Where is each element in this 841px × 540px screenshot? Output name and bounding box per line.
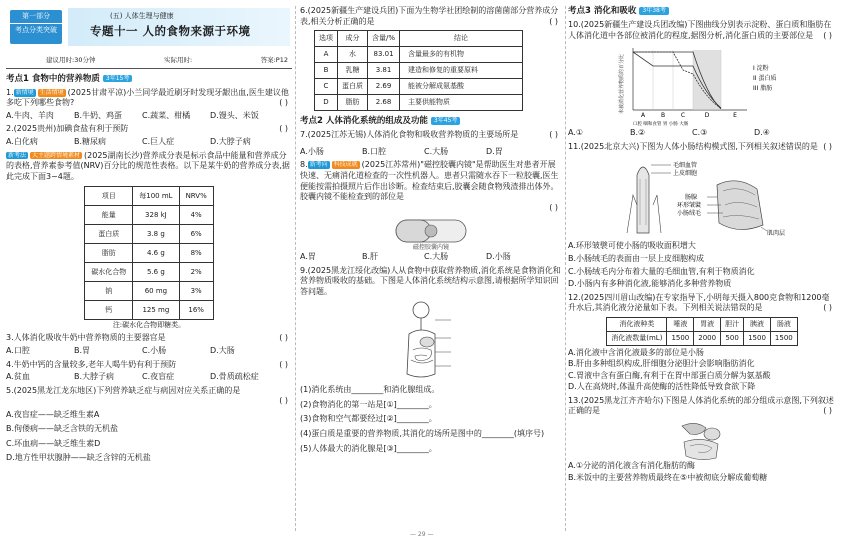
option[interactable]: D.骨质疏松症 <box>210 372 259 382</box>
option[interactable]: A.①分泌的消化液含有消化脂肪的酶 <box>568 460 696 470</box>
sub-question[interactable]: (5)人体最大的消化腺是[③]________。 <box>300 443 437 453</box>
option[interactable]: B.胃 <box>74 345 91 355</box>
question-11: 11.(2025北京大兴)下图为人体小肠结构模式图,下列相关叙述错误的是 ( ) 毛细血管 上皮细胞 肠腺 环形皱襞 小肠绒毛 肌肉层 A.环形皱襞可使小肠的吸收面积增大 B.小肠绒毛的表面由一层上皮细胞构成 C.小肠绒毛内分布着大量的毛细血管,有利于物质消化 D.小肠内有多种消化液,能够消化多种营养物质 <box>568 142 836 290</box>
tag-badge: 生活情境 <box>39 88 64 96</box>
section-heading: 考点1 食物中的营养物质 3年15考 <box>6 74 292 85</box>
option[interactable]: B.牛奶、鸡蛋 <box>74 110 123 120</box>
legend-item: II 蛋白质 <box>753 75 777 83</box>
option[interactable]: B.米饭中的主要营养物质最终在⑤中被彻底分解成葡萄糖 <box>568 472 768 482</box>
meta-row <box>6 56 292 69</box>
option[interactable]: D.大肠 <box>210 345 235 355</box>
tag-badge: 大主题跨情境素材 <box>32 151 81 159</box>
option[interactable]: A.牛肉、羊肉 <box>6 110 54 120</box>
svg-text:B: B <box>660 112 666 120</box>
digestive-organs-figure <box>662 420 742 460</box>
part-box <box>10 10 62 44</box>
option[interactable]: B.小肠绒毛的表面由一层上皮细胞构成 <box>568 253 705 263</box>
option[interactable]: B.肝由多种组织构成,肝细胞分泌胆汁会影响脂肪消化 <box>568 359 755 369</box>
tag-badge: 新考向 <box>309 161 328 169</box>
option[interactable]: D.大脖子病 <box>210 136 251 146</box>
option[interactable]: A.消化液中含消化液最多的部位是小肠 <box>568 347 704 357</box>
option[interactable]: C.③ <box>692 128 708 138</box>
material-stem: 新考法 大主题跨情境素材 (2025湖南长沙)营养成分表是标示食品中能量和营养成分的表格,营养素参考值(NRV)百分比的规范性表格。以下是某牛奶的营养成分表,据此完成下面3~4题。 <box>6 150 290 181</box>
svg-text:A: A <box>640 112 646 120</box>
option[interactable]: D.馒头、米饭 <box>210 110 259 120</box>
svg-text:毛细血管: 毛细血管 <box>673 162 698 170</box>
option[interactable]: C.大肠 <box>424 252 449 262</box>
svg-text:E: E <box>733 112 737 120</box>
option[interactable]: A.夜盲症——缺乏维生素A <box>6 409 100 419</box>
capsule-figure <box>386 216 476 250</box>
tag-badge: 新情境 <box>15 88 34 96</box>
svg-text:肠腺: 肠腺 <box>685 194 698 202</box>
option[interactable]: C.巨人症 <box>142 136 175 146</box>
table-row: 钠 60 mg 3% <box>85 282 213 301</box>
digestive-juice-table: 消化液种类 唾液 胃液 胆汁 胰液 肠液 消化液数量(mL) 1500 2000 500 1500 1500 <box>606 317 798 346</box>
table-row: 蛋白质 3.8 g 6% <box>85 225 213 244</box>
option[interactable]: B.肝 <box>362 252 379 262</box>
legend-item: I 淀粉 <box>753 65 769 73</box>
section-heading: 考点2 人体消化系统的组成及功能 3年45考 <box>300 116 562 127</box>
legend-item: III 脂肪 <box>753 85 773 93</box>
digestive-system-figure <box>391 300 471 382</box>
option[interactable]: C.夜盲症 <box>142 372 175 382</box>
figure-caption: 磁控胶囊内镜 <box>412 244 450 251</box>
svg-text:D: D <box>704 112 710 120</box>
question-4: 4.牛奶中钙的含量较多,老年人喝牛奶有利于预防 ( ) A.贫血 B.大脖子病 C.夜盲症 D.骨质疏松症 <box>6 359 288 382</box>
table-row: D 脂肪 2.68 主要供能物质 <box>315 95 523 111</box>
option[interactable]: A.环形皱襞可使小肠的吸收面积增大 <box>568 241 696 251</box>
x-axis-note: 口腔 咽和食管 胃 小肠 大肠 <box>633 122 689 127</box>
frequency-badge: 3年45考 <box>431 117 460 125</box>
option[interactable]: B.糖尿病 <box>74 136 107 146</box>
column-left <box>6 6 292 464</box>
small-intestine-figure <box>607 155 797 239</box>
option[interactable]: D.④ <box>754 128 770 138</box>
svg-text:上皮细胞: 上皮细胞 <box>673 170 698 178</box>
y-axis-label: 未被消化营养物质的百分比 <box>619 54 625 115</box>
svg-text:C: C <box>680 112 686 120</box>
svg-text:环形皱襞: 环形皱襞 <box>677 202 702 210</box>
sub-question[interactable]: (2)食物消化的第一站是[①]________。 <box>300 399 437 409</box>
option[interactable]: D.小肠内有多种消化液,能够消化多种营养物质 <box>568 279 732 289</box>
frequency-badge: 3年15考 <box>103 75 132 83</box>
option[interactable]: B.② <box>630 128 646 138</box>
table-row: 钙 125 mg 16% <box>85 301 213 320</box>
column-right <box>568 6 836 483</box>
option[interactable]: C.大肠 <box>424 146 449 156</box>
section-heading: 考点3 消化和吸收 3年38考 <box>568 6 836 17</box>
option[interactable]: C.小肠 <box>142 345 167 355</box>
tag-badge: 科技成就 <box>333 161 358 169</box>
frequency-badge: 3年38考 <box>639 7 668 15</box>
unit-label: (五) 人体生理与健康 <box>110 12 174 20</box>
option[interactable]: A.白化病 <box>6 136 38 146</box>
option[interactable]: C.蔬菜、柑橘 <box>142 110 191 120</box>
question-3: 3.人体消化吸收牛奶中营养物质的主要器官是 ( ) A.口腔 B.胃 C.小肠 D.大肠 <box>6 333 288 355</box>
option[interactable]: C.坏血病——缺乏维生素D <box>6 438 101 448</box>
sub-question[interactable]: (3)食物和空气都要经过[②]________。 <box>300 414 437 424</box>
table-row: 碳水化合物 5.6 g 2% <box>85 263 213 282</box>
table-row: 能量 328 kJ 4% <box>85 206 213 225</box>
option[interactable]: D.人在高烧时,体温升高使酶的活性降低导致食欲下降 <box>568 382 756 392</box>
composition-table: 选项 成分 含量/% 结论 A 水 83.01 含量最多的有机物 B 乳糖 3.81 建造和修复的重要原料 C 蛋白质 2.69 能被分解成氨基酸 D 脂肪 2.68 主要供能物质 <box>314 30 523 111</box>
question-2: 2.(2025贵州)加碘食盐有利于预防 ( ) A.白化病 B.糖尿病 C.巨人症 D.大脖子病 <box>6 124 288 146</box>
page-title: 专题十一 人的食物来源于环境 <box>90 24 251 38</box>
option[interactable]: B.口腔 <box>362 146 387 156</box>
question-10: 10.(2025新疆生产建设兵团改编)下图曲线分别表示淀粉、蛋白质和脂肪在人体消化道中各部位被消化的程度,据图分析,消化蛋白质的主要部位是 ( ) 未被消化营养物质的百分比 A B C D E 口腔 咽和食管 胃 小肠 大肠 I 淀粉 II 蛋白质 III 脂肪 A.① B.② C.③ D.④ <box>568 20 832 138</box>
svg-text:小肠绒毛: 小肠绒毛 <box>677 210 702 218</box>
sub-question[interactable]: (1)消化系统由________和消化腺组成。 <box>300 385 440 395</box>
part-label: 第一部分 <box>10 10 62 24</box>
option[interactable]: A.贫血 <box>6 372 30 382</box>
option[interactable]: A.小肠 <box>300 146 324 156</box>
option[interactable]: C.胃液中含有蛋白酶,有利于在胃中部蛋白质分解为氨基酸 <box>568 370 771 380</box>
option[interactable]: D.小肠 <box>486 252 511 262</box>
column-divider <box>295 6 297 531</box>
column-divider <box>565 6 567 531</box>
nutrition-table: 项目 每100 mL NRV% 能量 328 kJ 4% 蛋白质 3.8 g 6% 脂肪 4.6 g 8% 碳水化合物 5.6 g 2% 钠 60 mg 3% 钙 125 mg 16% <box>84 186 213 320</box>
question-5: 5.(2025黑龙江龙东地区)下列营养缺乏症与病因对应关系正确的是 ( ) A.夜盲症——缺乏维生素A B.佝偻病——缺乏含铁的无机盐 C.坏血病——缺乏维生素D D.地方性甲状腺肿——缺乏含锌的无机盐 <box>6 386 292 464</box>
answer-ref: 答案:P12 <box>260 56 288 64</box>
table-row: A 水 83.01 含量最多的有机物 <box>315 47 523 63</box>
suggested-time: 建议用时:30分钟 <box>46 56 96 64</box>
question-1: 1. 新情境 生活情境 (2025甘肃平凉)小兰同学最近刷牙时发现牙龈出血,医生建议他多吃下列哪些食物? ( ) A.牛肉、羊肉 B.牛奶、鸡蛋 C.蔬菜、柑橘 D.馒头、米饭 <box>6 87 289 120</box>
column-middle <box>300 6 562 454</box>
topic-header <box>6 6 292 54</box>
table-row: C 蛋白质 2.69 能被分解成氨基酸 <box>315 79 523 95</box>
option[interactable]: D.地方性甲状腺肿——缺乏含锌的无机盐 <box>6 453 151 463</box>
table-note: 注:碳水化合物即糖类。 <box>112 321 186 330</box>
actual-time: 实际用时: <box>163 56 193 64</box>
question-12: 12.(2025四川眉山改编)在专家指导下,小明每天摄入800克食物和1200毫升水后,其消化液分泌量如下表。下列相关说法错误的是 ( ) 消化液种类 唾液 胃液 胆汁 胰液 肠液 消化液数量(mL) 1500 2000 500 1500 1500 A.消化液中含消化液最多的部位是小肠 B.肝由多种组织构成,肝细胞分泌胆汁会影响脂肪消化 C.胃液中含有蛋白酶,有利于在胃中部蛋白质分解为氨基酸 D.人在高烧时,体温升高使酶的活性降低导致食欲下降 <box>568 293 836 393</box>
option[interactable]: A.胃 <box>300 252 316 262</box>
sub-question[interactable]: (4)蛋白质是重要的营养物质,其消化的场所是图中的________(填序号) <box>300 428 545 438</box>
page-number: — 29 — <box>410 531 434 538</box>
question-8: 8. 新考向 科技成就 (2025江苏常州)"磁控胶囊内镜"是帮助医生对患者开展快速、无痛消化道检查的一次性机器人。患者只需随水吞下一粒胶囊,医生便能按需拍摄照片后作出诊断。检查结束后,胶囊会随食物残渣排出体外。胶囊内镜不能检查到的部位是 ( ) 磁控胶囊内镜 A.胃 B.肝 C.大肠 D.小肠 <box>300 160 559 262</box>
question-9: 9.(2025黑龙江绥化改编)人从食物中获取营养物质,消化系统是食物消化和营养物质吸收的基础。下图是人体消化系统结构示意图,请根据所学知识回答问题。 (1)消化系统由________和消化腺组成。 (2)食物消化的第一站是[①]________。 (3)食物和空气都要经过[②]________。 (4)蛋白质是重要的营养物质,其消化的场所是图中的________(填序号) (5)人体最大的消化腺是[③]________。 <box>300 265 561 453</box>
table-row: B 乳糖 3.81 建造和修复的重要原料 <box>315 63 523 79</box>
question-7: 7.(2025江苏无锡)人体消化食物和吸收营养物质的主要场所是 ( ) A.小肠 B.口腔 C.大肠 D.胃 <box>300 130 558 156</box>
option[interactable]: D.胃 <box>486 146 503 156</box>
table-row: 脂肪 4.6 g 8% <box>85 244 213 263</box>
option[interactable]: A.① <box>568 128 584 138</box>
digestion-curve-figure <box>617 44 787 126</box>
option[interactable]: B.佝偻病——缺乏含铁的无机盐 <box>6 424 119 434</box>
question-6: 6.(2025新疆生产建设兵团)下面为生物学社团绘制的溶菌菌部分营养成分表,相关分析正确的是 ( ) 选项 成分 含量/% 结论 A 水 83.01 含量最多的有机物 B 乳糖 3.81 建造和修复的重要原料 C 蛋白质 2.69 能被分解成氨基酸 D 脂肪 2.68 主要供能物质 <box>300 6 562 111</box>
part-sublabel: 考点分类突破 <box>15 26 57 34</box>
svg-text:肌肉层: 肌肉层 <box>767 230 786 238</box>
option[interactable]: C.小肠绒毛内分布着大量的毛细血管,有利于物质消化 <box>568 266 755 276</box>
question-13: 13.(2025黑龙江齐齐哈尔)下图是人体消化系统的部分组成示意图,下列叙述正确的是 ( ) A.①分泌的消化液含有消化脂肪的酶 B.米饭中的主要营养物质最终在⑤中被彻底分解成葡萄糖 <box>568 396 836 483</box>
tag-badge: 新考法 <box>8 151 27 159</box>
option[interactable]: B.大脖子病 <box>74 372 115 382</box>
table-row: 消化液数量(mL) 1500 2000 500 1500 1500 <box>607 331 798 345</box>
option[interactable]: A.口腔 <box>6 345 30 355</box>
